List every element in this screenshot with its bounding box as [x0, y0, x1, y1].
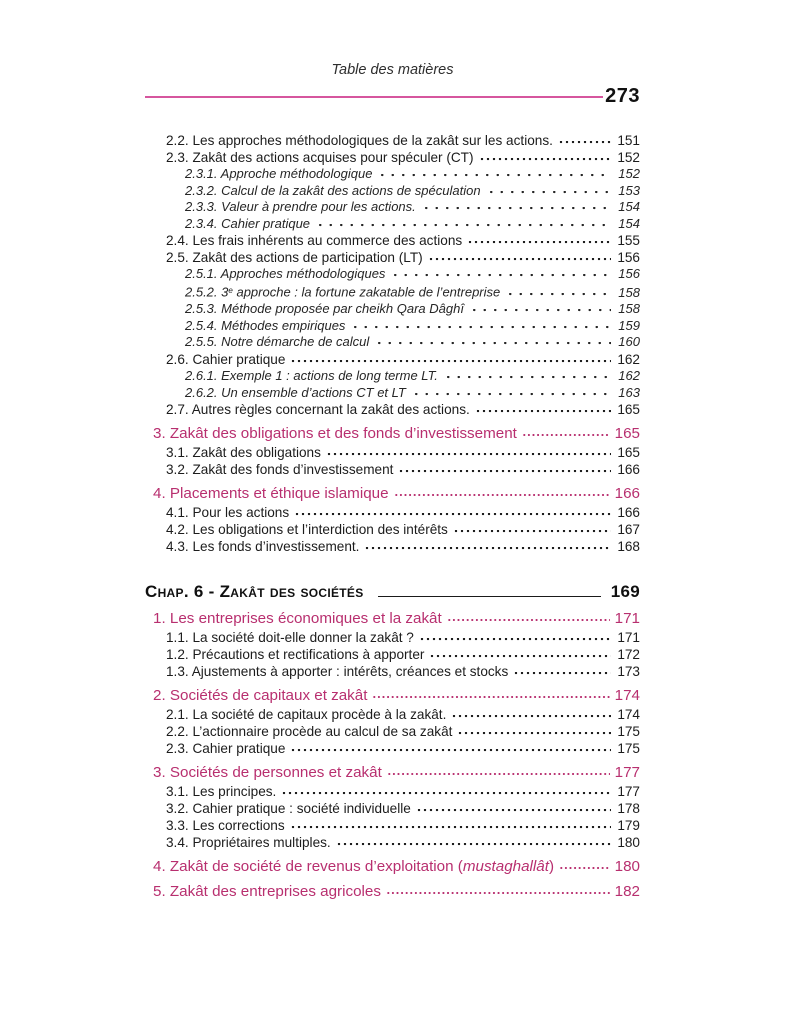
- toc-entry: [145, 686, 640, 705]
- entry-leader: [294, 513, 611, 517]
- entry-leader: [513, 672, 611, 676]
- entry-page: 154: [618, 215, 640, 231]
- toc-entry: [145, 723, 640, 740]
- entry-label: 2.3. Cahier pratique: [166, 741, 286, 757]
- entry-label: 2.7. Autres règles concernant la zakât des actions.: [166, 402, 470, 418]
- entry-leader: [451, 715, 611, 719]
- entry-label: 1.3. Ajustements à apporter : intérêts, créances et stocks: [166, 664, 509, 680]
- entry-page: 163: [618, 384, 640, 400]
- entry-leader: [443, 376, 611, 380]
- entry-label: 2.6.2. Un ensemble d’actions CT et LT: [185, 384, 406, 400]
- toc-entry: [145, 834, 640, 851]
- entry-label: 4. Zakât de société de revenus d’exploitation (mustaghallât): [153, 858, 555, 876]
- entry-leader: [559, 867, 610, 871]
- entry-page: 165: [617, 445, 640, 461]
- entry-label: 3.2. Cahier pratique : société individuelle: [166, 801, 411, 817]
- entry-page: 158: [618, 284, 640, 300]
- toc-entry: [145, 283, 640, 301]
- toc-entry: [145, 504, 640, 521]
- entry-page: 169: [610, 582, 640, 602]
- entry-label: 2.3. Zakât des actions acquises pour spéculer (CT): [166, 150, 474, 165]
- entry-page: 166: [617, 505, 640, 521]
- entry-label: 2.5.1. Approches méthodologiques: [185, 266, 386, 282]
- entry-leader: [453, 530, 611, 534]
- toc-entry: [145, 461, 640, 478]
- entry-leader: [416, 809, 611, 813]
- entry-label: 3.1. Zakât des obligations: [166, 445, 321, 461]
- entry-page: 152: [617, 150, 640, 165]
- toc-entry: [145, 266, 640, 283]
- toc-entry: [145, 216, 640, 233]
- entry-leader: [377, 174, 611, 178]
- entry-page: 162: [617, 351, 640, 367]
- entry-label: 5. Zakât des entreprises agricoles: [153, 883, 381, 901]
- entry-leader: [350, 326, 611, 330]
- entry-page: 159: [618, 317, 640, 333]
- toc-entry: [145, 249, 640, 266]
- entry-leader: [386, 892, 610, 896]
- entry-label: 2.6. Cahier pratique: [166, 351, 286, 367]
- entry-page: 167: [617, 522, 640, 538]
- entry-page: 165: [617, 402, 640, 418]
- entry-page: 155: [617, 233, 640, 249]
- entry-leader: [522, 434, 610, 438]
- entry-leader: [290, 749, 611, 753]
- toc-entry: [145, 817, 640, 834]
- entry-leader: [394, 494, 610, 498]
- entry-page: 166: [617, 462, 640, 478]
- toc-entry: [145, 199, 640, 216]
- entry-leader: [479, 158, 611, 162]
- entry-page: 153: [618, 182, 640, 198]
- toc-entry: [145, 857, 640, 876]
- page-number: 273: [605, 85, 640, 107]
- toc-entry: [145, 401, 640, 418]
- entry-leader: [558, 141, 611, 145]
- entry-label: 3. Sociétés de personnes et zakât: [153, 764, 382, 782]
- toc-entry: [145, 166, 640, 183]
- page-header-title: Table des matières: [331, 62, 454, 78]
- toc-entry: [145, 318, 640, 335]
- toc-entry: [145, 706, 640, 723]
- entry-leader: [505, 293, 611, 297]
- entry-label: 3. Zakât des obligations et des fonds d’investissement: [153, 425, 517, 443]
- entry-label: 3.1. Les principes.: [166, 784, 277, 800]
- entry-label: 1.1. La société doit-elle donner la zakât ?: [166, 630, 414, 646]
- entry-leader: [390, 274, 611, 278]
- entry-page: 180: [617, 835, 640, 851]
- toc-entry: [145, 646, 640, 663]
- entry-label: 4. Placements et éthique islamique: [153, 485, 389, 503]
- entry-leader: [428, 258, 611, 262]
- entry-leader: [447, 619, 610, 623]
- toc-entry: [145, 629, 640, 646]
- entry-page: 156: [617, 250, 640, 266]
- entry-label: 2.3.3. Valeur à prendre pour les actions.: [185, 199, 416, 215]
- entry-page: 172: [617, 647, 640, 663]
- toc-entry: [145, 521, 640, 538]
- entry-page: 151: [617, 133, 640, 148]
- entry-label: 4.2. Les obligations et l’interdiction des intérêts: [166, 522, 448, 538]
- entry-label: 2.5.4. Méthodes empiriques: [185, 317, 346, 333]
- toc-entry: [145, 484, 640, 503]
- toc-entry: [145, 538, 640, 555]
- entry-page: 152: [618, 166, 640, 181]
- entry-label: 2.4. Les frais inhérents au commerce des actions: [166, 233, 463, 249]
- entry-label: 2.1. La société de capitaux procède à la zakât.: [166, 707, 447, 723]
- entry-label: 3.3. Les corrections: [166, 818, 285, 834]
- entry-label: 2.5.2. 3e approche : la fortune zakatable de l’entreprise: [185, 284, 501, 300]
- entry-page: 171: [614, 610, 640, 628]
- entry-page: 178: [617, 801, 640, 817]
- toc-entry: [145, 763, 640, 782]
- entry-page: 160: [618, 334, 640, 350]
- entry-label: 2.5.3. Méthode proposée par cheikh Qara Dâghî: [185, 301, 464, 317]
- toc-entry: [145, 663, 640, 680]
- toc-entry: [145, 609, 640, 628]
- entry-page: 174: [617, 707, 640, 723]
- toc-entry: [145, 351, 640, 368]
- entry-leader: [374, 342, 611, 346]
- entry-page: 177: [617, 784, 640, 800]
- entry-page: 175: [617, 724, 640, 740]
- toc-entry: [145, 444, 640, 461]
- toc-entry: [145, 424, 640, 443]
- entry-leader: [467, 241, 611, 245]
- entry-page: 156: [618, 266, 640, 282]
- entry-page: 182: [614, 883, 640, 901]
- entry-label: Chap. 6 - Zakât des sociétés: [145, 582, 364, 602]
- toc-list: [145, 132, 640, 901]
- entry-leader: [326, 453, 611, 457]
- toc-entry: [145, 385, 640, 402]
- entry-page: 158: [618, 301, 640, 317]
- entry-label: 4.3. Les fonds d’investissement.: [166, 539, 360, 555]
- entry-page: 165: [614, 425, 640, 443]
- entry-label: 2. Sociétés de capitaux et zakât: [153, 687, 368, 705]
- toc-entry: [145, 183, 640, 200]
- entry-page: 162: [618, 367, 640, 383]
- entry-label: 2.3.4. Cahier pratique: [185, 215, 311, 231]
- toc-entry: [145, 232, 640, 249]
- entry-leader: [290, 360, 611, 364]
- entry-label: 1. Les entreprises économiques et la zakât: [153, 610, 442, 628]
- entry-leader: [281, 792, 611, 796]
- entry-page: 166: [614, 485, 640, 503]
- entry-label: 4.1. Pour les actions: [166, 505, 290, 521]
- entry-label: 2.5. Zakât des actions de participation (LT): [166, 250, 423, 266]
- entry-leader: [398, 470, 611, 474]
- entry-page: 168: [617, 539, 640, 555]
- entry-leader: [387, 773, 610, 777]
- entry-label: 1.2. Précautions et rectifications à apporter: [166, 647, 425, 663]
- entry-page: 180: [614, 858, 640, 876]
- entry-label: 2.2. Les approches méthodologiques de la zakât sur les actions.: [166, 133, 553, 148]
- toc-entry: [145, 334, 640, 351]
- entry-leader: [419, 638, 611, 642]
- entry-page: 154: [618, 199, 640, 215]
- entry-leader: [469, 309, 611, 313]
- toc-entry: [145, 149, 640, 166]
- entry-page: 175: [617, 741, 640, 757]
- header-rule: [145, 96, 603, 98]
- entry-page: 171: [617, 630, 640, 646]
- toc-entry: [145, 783, 640, 800]
- toc-entry: [145, 368, 640, 385]
- entry-label: 2.5.5. Notre démarche de calcul: [185, 334, 370, 350]
- toc-entry: [145, 301, 640, 318]
- entry-leader: [372, 696, 609, 700]
- entry-leader: [411, 393, 611, 397]
- entry-page: 173: [617, 664, 640, 680]
- entry-leader: [475, 410, 611, 414]
- entry-label: 3.4. Propriétaires multiples.: [166, 835, 331, 851]
- entry-page: 177: [614, 764, 640, 782]
- toc-entry: [145, 800, 640, 817]
- toc-entry: [145, 882, 640, 901]
- entry-page: 174: [614, 687, 640, 705]
- entry-label: 2.3.2. Calcul de la zakât des actions de spéculation: [185, 182, 481, 198]
- page-header: [145, 62, 640, 108]
- page-header-rule-row: [145, 85, 640, 108]
- toc-entry: [145, 581, 640, 602]
- entry-label: 2.6.1. Exemple 1 : actions de long terme LT.: [185, 367, 438, 383]
- toc-entry: [145, 132, 640, 149]
- entry-leader: [378, 596, 601, 597]
- entry-leader: [290, 826, 611, 830]
- entry-leader: [486, 191, 611, 195]
- entry-label: 2.2. L’actionnaire procède au calcul de sa zakât: [166, 724, 453, 740]
- entry-leader: [364, 547, 611, 551]
- entry-leader: [421, 207, 611, 211]
- entry-leader: [457, 732, 611, 736]
- entry-label: 3.2. Zakât des fonds d’investissement: [166, 462, 394, 478]
- entry-leader: [336, 843, 611, 847]
- entry-leader: [429, 655, 611, 659]
- entry-label: 2.3.1. Approche méthodologique: [185, 166, 373, 181]
- entry-leader: [315, 224, 611, 228]
- entry-page: 179: [617, 818, 640, 834]
- toc-entry: [145, 740, 640, 757]
